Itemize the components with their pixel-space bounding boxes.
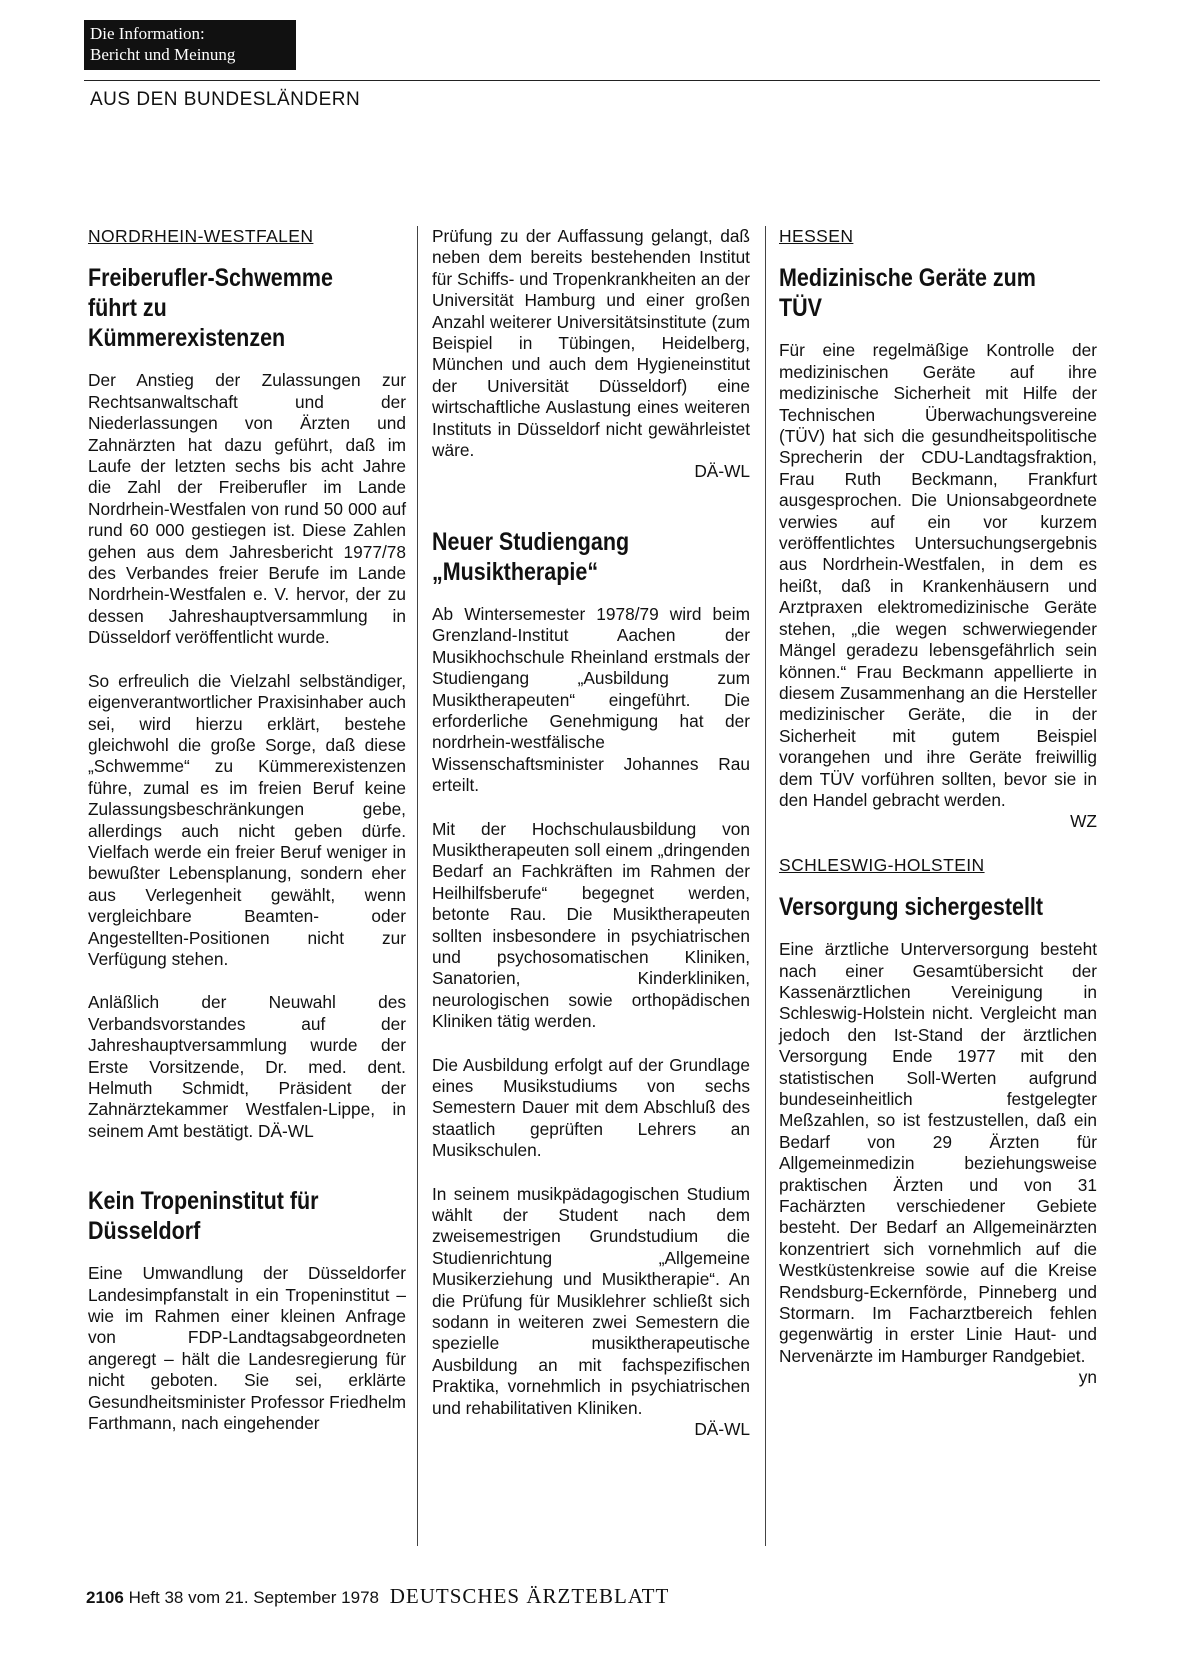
journal-name: DEUTSCHES ÄRZTEBLATT <box>389 1584 670 1608</box>
page-footer <box>86 1584 669 1609</box>
column-divider <box>765 226 766 1546</box>
article-signature: DÄ-WL <box>694 461 750 482</box>
article-headline: Kein Tropeninstitut für Düsseldorf <box>88 1187 319 1246</box>
column-divider <box>417 226 418 1546</box>
article-paragraph: Anläßlich der Neuwahl des Verbandsvorstandes auf der Jahreshauptversammlung wurde der Erste Vorsitzende, Dr. med. dent. Helmuth Schmidt, Präsident der Zahnärztekammer Westfalen-Lippe, in seinem Amt bestätigt. DÄ-WL <box>88 992 406 1141</box>
article-headline: Medizinische Geräte zum TÜV <box>779 264 1036 323</box>
article-paragraph: Eine Umwandlung der Düsseldorfer Landesimpfanstalt in ein Tropeninstitut – wie im Rahmen einer kleinen Anfrage von FDP-Landtagsabgeordneten angeregt – hält die Landesregierung für nicht geboten. Sie sei, erklärte Gesundheitsminister Professor Friedhelm Farthmann, nach eingehender <box>88 1263 406 1434</box>
column-3 <box>779 226 1097 1389</box>
masthead <box>84 20 296 70</box>
issue-info: Heft 38 vom 21. September 1978 <box>128 1588 379 1607</box>
header-rule <box>84 80 1100 81</box>
article-paragraph: Der Anstieg der Zulassungen zur Rechtsanwaltschaft und der Niederlassungen von Ärzten und Zahnärzten hat dazu geführt, daß im Laufe der letzten sechs bis acht Jahre die Zahl der Freiberufler im Lande Nordrhein-Westfalen von rund 50 000 auf rund 60 000 gestiegen ist. Diese Zahlen gehen aus dem Jahresbericht 1977/78 des Verbandes freier Berufe im Lande Nordrhein-Westfalen e. V. hervor, der zu dessen Jahreshauptversammlung in Düsseldorf veröffentlicht wurde. <box>88 370 406 648</box>
section-title: AUS DEN BUNDESLÄNDERN <box>90 89 361 110</box>
article-paragraph: In seinem musikpädagogischen Studium wählt der Student nach dem zweisemestrigen Grundstudium die Studienrichtung „Allgemeine Musikerziehung und Musiktherapie“. An die Prüfung für Musiklehrer schließt sich sodann in weiteren zwei Semestern die spezielle musiktherapeutische Ausbildung an mit fachspezifischen Praktika, vornehmlich in psychiatrischen und rehabilitativen Kliniken. <box>432 1183 750 1418</box>
article-headline: Versorgung sichergestellt <box>779 893 1044 922</box>
region-label: HESSEN <box>779 226 854 246</box>
masthead-line1: Die Information: <box>90 24 205 43</box>
article-paragraph: So erfreulich die Vielzahl selbständiger, eigenverantwortlicher Praxisinhaber auch sei, wird hierzu erklärt, bestehe gleichwohl die große Sorge, daß diese „Schwemme“ zu Kümmerexistenzen führe, zumal es im freien Beruf keine Zulassungsbeschränkungen gebe, allerdings auch nicht geben dürfe. Vielfach werde ein freier Beruf weniger in bewußter Lebensplanung, sondern eher aus Verlegenheit gewählt, wenn vergleichbare Beamten- oder Angestellten-Positionen nicht zur Verfügung stehen. <box>88 670 406 969</box>
column-1 <box>88 226 406 1434</box>
column-2 <box>432 226 750 1441</box>
article-paragraph: Ab Wintersemester 1978/79 wird beim Grenzland-Institut Aachen der Musikhochschule Rheinland erstmals der Studiengang „Ausbildung zum Musiktherapeuten“ eingeführt. Die erforderliche Genehmigung hat der nordrhein-westfälische Wissenschaftsminister Johannes Rau erteilt. <box>432 603 750 796</box>
article-headline: Freiberufler-Schwemme führt zu Kümmerexistenzen <box>88 264 333 353</box>
article-paragraph: Für eine regelmäßige Kontrolle der medizinischen Geräte auf ihre medizinische Sicherheit mit Hilfe der Technischen Überwachungsvereine (TÜV) hat sich die gesundheitspolitische Sprecherin der CDU-Landtagsfraktion, Frau Ruth Beckmann, Frankfurt ausgesprochen. Die Unionsabgeordnete verwies auf ein vor kurzem veröffentlichtes Untersuchungsergebnis aus Nordrhein-Westfalen, in dem es heißt, daß in Krankenhäusern und Arztpraxen elektromedizinische Geräte stehen, „die wegen schwerwiegender Mängel geradezu lebensgefährlich sein können.“ Frau Beckmann appellierte in diesem Zusammenhang an die Hersteller medizinischer Geräte, die in der Sicherheit mit gutem Beispiel vorangehen und ihre Geräte freiwillig dem TÜV vorführen sollten, bevor sie in den Handel gebracht werden. <box>779 340 1097 810</box>
article-paragraph: Die Ausbildung erfolgt auf der Grundlage eines Musikstudiums von sechs Semestern Dauer mit dem Abschluß des staatlich geprüften Lehrers an Musikschulen. <box>432 1054 750 1161</box>
masthead-line2: Bericht und Meinung <box>90 45 236 64</box>
article-paragraph: Mit der Hochschulausbildung von Musiktherapeuten soll einem „dringenden Bedarf an Fachkräften im Rahmen der Heilhilfsberufe“ begegnet werden, betonte Rau. Die Musiktherapeuten sollten insbesondere in psychiatrischen und psychosomatischen Kliniken, Sanatorien, Kinderkliniken, neurologischen sowie orthopädischen Kliniken tätig werden. <box>432 818 750 1032</box>
article-signature: yn <box>1078 1367 1097 1388</box>
article-signature: WZ <box>1070 811 1097 832</box>
article-signature: DÄ-WL <box>694 1419 750 1440</box>
article-headline: Neuer Studiengang „Musiktherapie“ <box>432 527 630 586</box>
article-paragraph: Eine ärztliche Unterversorgung besteht nach einer Gesamtübersicht der Kassenärztlichen Vereinigung in Schleswig-Holstein nicht. Vergleicht man jedoch den Ist-Stand der ärztlichen Versorgung Ende 1977 mit den statistischen Soll-Werten aufgrund bundeseinheitlich festgelegter Meßzahlen, so ist festzustellen, daß ein Bedarf von 29 Ärzten für Allgemeinmedizin beziehungsweise praktischen Ärzten und von 31 Fachärzten verschiedener Gebiete besteht. Der Bedarf an Allgemeinärzten konzentriert sich vornehmlich auf die Westküstenkreise sowie auf die Kreise Rendsburg-Eckernförde, Pinneberg und Stormarn. Im Facharztbereich fehlen gegenwärtig in erster Linie Haut- und Nervenärzte im Hamburger Randgebiet. <box>779 939 1097 1366</box>
region-label: NORDRHEIN-WESTFALEN <box>88 226 314 246</box>
region-label: SCHLESWIG-HOLSTEIN <box>779 854 985 875</box>
article-paragraph: Prüfung zu der Auffassung gelangt, daß neben dem bereits bestehenden Institut für Schiffs- und Tropenkrankheiten an der Universität Hamburg und einer großen Anzahl weiterer Universitätsinstitute (zum Beispiel in Tübingen, Heidelberg, München und auch dem Hygieneinstitut der Universität Düsseldorf) eine wirtschaftliche Auslastung eines weiteren Instituts in Düsseldorf nicht gewährleistet wäre. <box>432 226 750 461</box>
page-number: 2106 <box>86 1588 124 1607</box>
